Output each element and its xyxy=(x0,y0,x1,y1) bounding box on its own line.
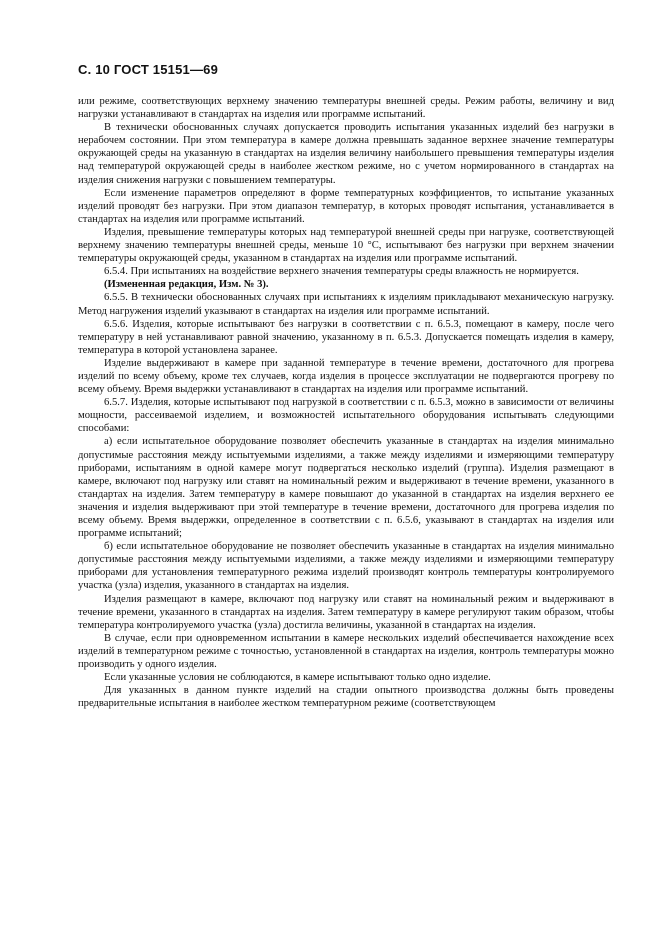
paragraph: а) если испытательное оборудование позволяет обеспечить указанные в стандартах на изделия минимально допустимые расстояния между испытуемыми изделиями, а также между изделиями и измеряющими температуру приборами, испытаниям в одной камере могут подвергаться несколько изделий (группа). Изделия размещают в камере, включают под нагрузку или ставят на номинальный режим и выдерживают в течение времени, указанного в стандартах на изделия. Затем температуру в камере повышают до указанной в стандартах на изделия верхнего ее значения и изделия выдерживают при этой температуре в течение времени, достаточного для прогрева изделия по всему объему. Время выдержки, определенное в соответствии с п. 6.5.6, указывают в стандартах на изделия или программе испытаний; xyxy=(78,436,614,540)
paragraph: Если изменение параметров определяют в форме температурных коэффициентов, то испытание указанных изделий проводят без нагрузки. При этом диапазон температур, в которых проводят испытания, устанавливается в стандартах на изделия или программе испытаний. xyxy=(78,187,614,225)
paragraph: 6.5.4. При испытаниях на воздействие верхнего значения температуры среды влажность не нормируется. xyxy=(104,266,579,278)
paragraph: Изделия, превышение температуры которых над температурой внешней среды при нагрузке, соответствующей верхнему значению температуры внешней среды, меньше 10 °С, испытывают без нагрузки при верхнем значении температуры окружающей среды, указанном в стандартах на изделия или программе испытаний. xyxy=(78,226,614,265)
amendment-note: (Измененная редакция, Изм. № 3). xyxy=(104,279,269,291)
paragraph: Изделия размещают в камере, включают под нагрузку или ставят на номинальный режим и выдерживают в течение времени, указанного в стандартах на изделия. Затем температуру в камере регулируют таким образом, чтобы температура контролируемого участка (узла) достигла величины, указанной в стандартах на изделия. xyxy=(78,593,614,631)
paragraph: Изделие выдерживают в камере при заданной температуре в течение времени, достаточного для прогрева изделий по всему объему, кроме тех случаев, когда изделия в процессе эксплуатации не подвергаются прогреву по всему объему. Время выдержки устанавливают в стандартах на изделия или программе испытаний. xyxy=(78,357,614,396)
paragraph: Для указанных в данном пункте изделий на стадии опытного производства должны быть проведены предварительные испытания в наиболее жестком температурном режиме (соответствующем xyxy=(78,685,614,710)
paragraph: В технически обоснованных случаях допускается проводить испытания указанных изделий без нагрузки в нерабочем состоянии. При этом температура в камере должна превышать заданное верхнее значение температуры окружающей среды на указанную в стандартах на изделия величину наибольшего превышения температуры изделия над температурой окружающей среды в наиболее жестком режиме, но с учетом нормированного в стандартах на изделия снижения нагрузки с повышением температуры. xyxy=(78,122,614,186)
paragraph: Если указанные условия не соблюдаются, в камере испытывают только одно изделие. xyxy=(104,672,491,684)
paragraph: 6.5.5. В технически обоснованных случаях при испытаниях к изделиям прикладывают механическую нагрузку. Метод нагружения изделий указывают в стандартах на изделия или программе испытаний. xyxy=(78,292,614,317)
page-header: С. 10 ГОСТ 15151—69 xyxy=(78,62,219,77)
document-body xyxy=(78,95,614,710)
paragraph: или режиме, соответствующих верхнему значению температуры внешней среды. Режим работы, величину и вид нагрузки устанавливают в стандартах на изделия или программе испытаний. xyxy=(78,96,614,121)
paragraph: 6.5.7. Изделия, которые испытывают под нагрузкой в соответствии с п. 6.5.3, можно в зависимости от величины мощности, рассеиваемой изделием, и возможностей испытательного оборудования испытывать следующими способами: xyxy=(78,397,614,435)
paragraph: В случае, если при одновременном испытании в камере нескольких изделий обеспечивается нахождение всех изделий в температурном режиме с точностью, установленной в стандартах на изделия, контроль температуры можно производить у одного изделия. xyxy=(78,632,614,671)
paragraph: б) если испытательное оборудование не позволяет обеспечить указанные в стандартах на изделия минимально допустимые расстояния между испытуемыми изделиями, а также между изделиями и измеряющими температуру приборами для установления температурного режима изделий производят контроль температуры контролируемого участка (узла) изделия, указанного в стандартах на изделия. xyxy=(78,541,614,592)
paragraph: 6.5.6. Изделия, которые испытывают без нагрузки в соответствии с п. 6.5.3, помещают в камеру, после чего температуру в ней устанавливают равной значению, указанному в п. 6.5.3. Допускается помещать изделия в камеру, температура в которой установлена заранее. xyxy=(78,318,614,356)
